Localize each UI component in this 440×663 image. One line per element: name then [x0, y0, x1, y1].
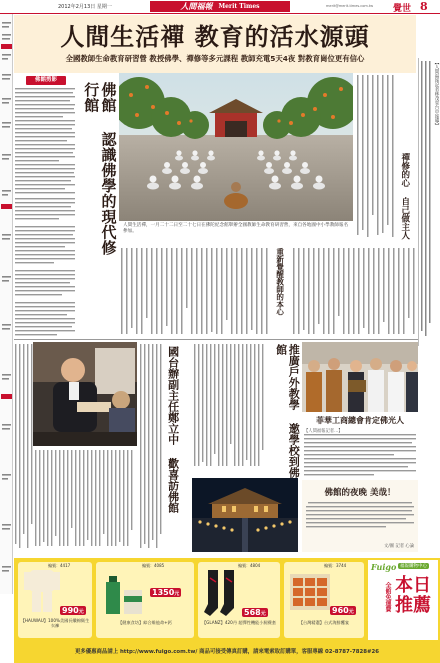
ad-product-name: 【健康食坊】綜合維他命+鈣 [118, 620, 172, 625]
photo-vice-director [33, 342, 137, 446]
ad-product-price-tag [242, 608, 268, 617]
body-text-lines [14, 88, 76, 196]
night-byline: 文/圖 記者 心論 [384, 544, 414, 549]
quote-text-lines [355, 75, 399, 241]
vice-director-left-text [14, 342, 33, 552]
section-name: 覺世 [393, 4, 412, 14]
teach-body [192, 342, 268, 470]
index-strip-lines [0, 14, 13, 594]
section-label-badge: 佛館剪影 [26, 76, 66, 85]
page-date: 2012年2月13日 星期一 [58, 4, 112, 10]
headline-band [14, 15, 416, 73]
vice-director-title-box [164, 344, 190, 550]
ad-product-price-tag [60, 606, 86, 615]
vice-director-body [33, 448, 137, 548]
teach-body-lines [192, 342, 268, 468]
masthead [0, 0, 440, 14]
ad-product-price: 990 [62, 606, 79, 615]
vice-director-photo-illustration [33, 342, 137, 446]
right-column-head: 【人間福報記者林茂堂台中報導】 [434, 60, 439, 128]
right-edge-column [418, 58, 440, 346]
ad-product-price: 1350 [152, 588, 175, 597]
compression-socks-icon [202, 568, 242, 618]
ad-product-id: 編號：4085 [142, 563, 165, 568]
vitamin-bottle-icon [102, 570, 146, 616]
ad-product-unit: 元 [260, 611, 266, 617]
promo-headline: 本日推薦 [395, 575, 431, 616]
promo-brand: Fuigo [371, 562, 397, 572]
award-body-lines [302, 434, 418, 478]
ad-product-unit: 元 [348, 609, 354, 615]
story-columns-lines [119, 246, 271, 336]
headline-subtitle: 全國教師生命教育研習營 教授佛學、禪修等多元課程 教師充電5天4夜 對教育崗位更有信心 [65, 54, 365, 63]
ad-product-1[interactable] [18, 562, 92, 638]
vice-director-column [138, 342, 164, 552]
ad-footer[interactable]: 更多優惠商品請上 http://www.fuigo.com.tw/ 商品可接受傳真訂購，請來電索取訂購單，客服專線 02-8787-7828#26 [14, 642, 440, 663]
vice-body-lines [33, 448, 137, 548]
page-number: 8 [420, 0, 428, 13]
night-story-box [302, 480, 418, 552]
column-title-box [272, 246, 290, 338]
award-photo-illustration [302, 342, 418, 412]
ad-product-price-tag [150, 588, 181, 597]
main-photo-caption: 人間生活禪，一月二十二日至二十七日在佛陀紀念館舉辦全國教師生命教育研習營，來自各地國中小學教師報名參加。 [123, 223, 349, 234]
thermal-underwear-icon [22, 568, 62, 612]
seafood-box-icon [288, 570, 332, 614]
story-main-columns [119, 246, 271, 338]
quote-block [355, 73, 417, 243]
right-column-text [420, 61, 433, 343]
ad-product-price-tag [330, 606, 356, 615]
teach-title-box [270, 342, 300, 482]
masthead-email: merit@merit-times.com.tw [326, 4, 374, 8]
ad-product-price: 568 [244, 608, 261, 617]
award-body [302, 428, 418, 478]
ad-product-name: 【HAUWAU】100%美國長纖棉衛生衣褲 [20, 618, 90, 629]
night-title: 佛館的夜晚 美哉！ [324, 488, 396, 498]
story-main-text-left-lower [14, 198, 76, 348]
brand-english: Merit Times [218, 3, 260, 10]
story-main-vertical-title: 佛館 認識佛學的現代修行館 [82, 82, 118, 256]
ad-product-3[interactable] [198, 562, 280, 638]
ad-product-unit: 元 [78, 609, 84, 615]
main-photo-meditation [119, 73, 353, 221]
vice-left-lines [14, 342, 33, 550]
headline-title: 人間生活禪 教育的活水源頭 [60, 22, 370, 51]
ad-product-price: 960 [332, 606, 349, 615]
promo-box[interactable] [368, 560, 438, 640]
ad-strip [14, 558, 440, 642]
quote-title: 禪修的心 自己做主人 [399, 153, 410, 240]
night-body-lines [302, 502, 418, 536]
story-columns-lines-right [291, 246, 417, 336]
story-main-vertical-title-box [78, 76, 118, 266]
section-divider [14, 339, 418, 340]
ad-product-id: 編號：4804 [238, 563, 261, 568]
brand-bar [150, 1, 290, 12]
brand-logo: 人間福報 [180, 1, 213, 11]
award-byline: 【人間福報記者…】 [304, 429, 343, 434]
promo-tag: 福報購物中心 [400, 564, 427, 569]
teach-title: 推廣戶外教學 邀學校到佛館 [274, 344, 300, 478]
meditation-plaza-illustration [119, 73, 353, 221]
ad-product-name: 【GLANZ】420丹 超彈性機能小腿襪套 [201, 620, 277, 625]
story-main-text-left [14, 76, 76, 196]
ad-product-2[interactable] [96, 562, 194, 638]
night-view-illustration [192, 478, 298, 552]
left-index-strip [0, 14, 13, 594]
award-title: 菲華工商總會肯定佛光人 [316, 415, 404, 425]
story-main-columns-right [291, 246, 417, 338]
ad-product-id: 編號：3744 [324, 563, 347, 568]
ad-product-id: 編號：4417 [48, 563, 71, 568]
ad-product-unit: 元 [174, 591, 180, 597]
column-title: 重新覺醒教師的本心 [275, 248, 285, 316]
photo-award-ceremony [302, 342, 418, 412]
vice-director-title: 國台辦副主任鄭立中 歡喜訪佛館 [166, 346, 180, 513]
promo-sub: 全館免運費 [384, 582, 391, 612]
ad-product-name: 【台灣精選】台式海鮮饗宴 [298, 620, 350, 625]
photo-night-view [192, 478, 298, 552]
vice-col-lines [138, 342, 164, 550]
ad-product-4[interactable] [284, 562, 364, 638]
body-text-lines-lower [14, 198, 76, 344]
